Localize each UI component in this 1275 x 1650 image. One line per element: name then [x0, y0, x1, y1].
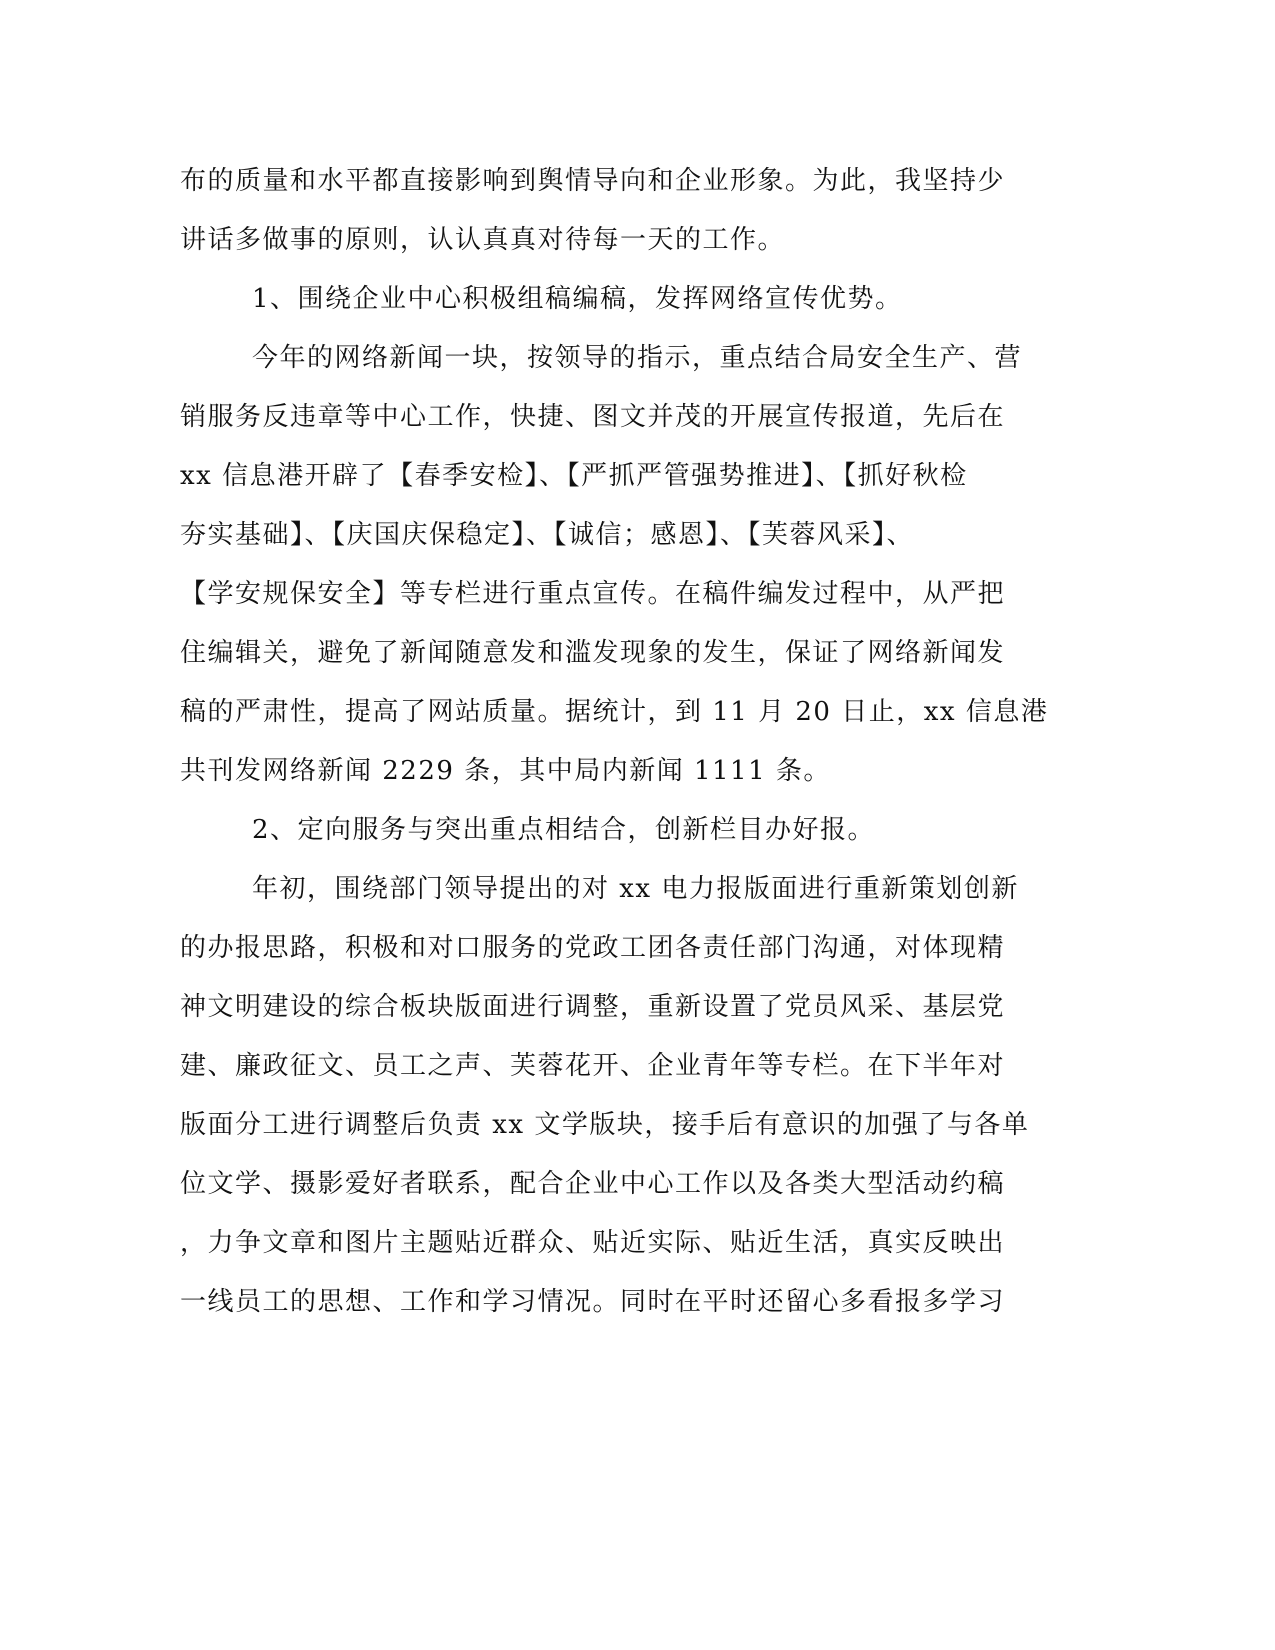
text-line: 住编辑关，避免了新闻随意发和滥发现象的发生，保证了网络新闻发: [180, 638, 1006, 668]
text-line: 讲话多做事的原则，认认真真对待每一天的工作。: [180, 225, 786, 255]
text-line: 【学安规保安全】等专栏进行重点宣传。在稿件编发过程中，从严把: [180, 579, 1006, 609]
text-line: 年初，围绕部门领导提出的对 xx 电力报版面进行重新策划创新: [252, 874, 1019, 904]
text-line: 版面分工进行调整后负责 xx 文学版块，接手后有意识的加强了与各单: [180, 1110, 1030, 1140]
text-line: 位文学、摄影爱好者联系，配合企业中心工作以及各类大型活动约稿: [180, 1169, 1006, 1199]
text-line: xx 信息港开辟了【春季安检】、【严抓严管强势推进】、【抓好秋检: [180, 461, 968, 491]
text-line: 布的质量和水平都直接影响到舆情导向和企业形象。为此，我坚持少: [180, 166, 1006, 196]
text-line: 稿的严肃性，提高了网站质量。据统计，到 11 月 20 日止，xx 信息港: [180, 697, 1049, 727]
section-heading-2: 2、定向服务与突出重点相结合，创新栏目办好报。: [252, 815, 876, 845]
text-line: 夯实基础】、【庆国庆保稳定】、【诚信；感恩】、【芙蓉风采】、: [180, 520, 915, 550]
text-line: 共刊发网络新闻 2229 条，其中局内新闻 1111 条。: [180, 756, 831, 786]
section-heading-1: 1、围绕企业中心积极组稿编稿，发挥网络宣传优势。: [252, 284, 903, 314]
text-line: 建、廉政征文、员工之声、芙蓉花开、企业青年等专栏。在下半年对: [180, 1051, 1006, 1081]
text-line: 神文明建设的综合板块版面进行调整，重新设置了党员风采、基层党: [180, 992, 1006, 1022]
text-line: 的办报思路，积极和对口服务的党政工团各责任部门沟通，对体现精: [180, 933, 1006, 963]
text-line: 销服务反违章等中心工作，快捷、图文并茂的开展宣传报道，先后在: [180, 402, 1006, 432]
text-line: ，力争文章和图片主题贴近群众、贴近实际、贴近生活，真实反映出: [180, 1228, 1006, 1258]
text-line: 今年的网络新闻一块，按领导的指示，重点结合局安全生产、营: [252, 343, 1023, 373]
text-line: 一线员工的思想、工作和学习情况。同时在平时还留心多看报多学习: [180, 1287, 1006, 1317]
document-body: [180, 152, 1049, 1332]
